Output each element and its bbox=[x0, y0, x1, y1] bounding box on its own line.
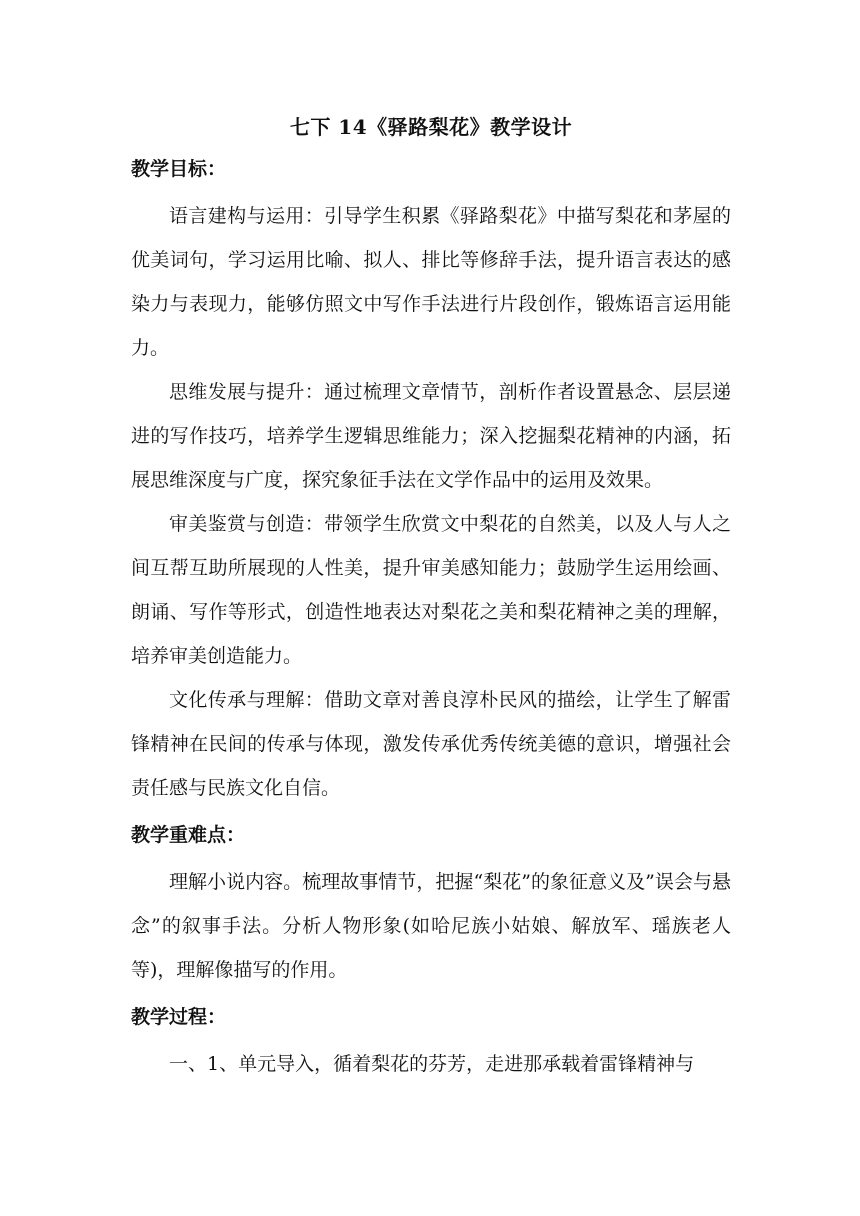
document-title: 七下 14《驿路梨花》教学设计 bbox=[289, 115, 573, 139]
goal-paragraph-thinking: 思维发展与提升：通过梳理文章情节，剖析作者设置悬念、层层递进的写作技巧，培养学生逻辑思维能力；深入挖掘梨花精神的内涵，拓展思维深度与广度，探究象征手法在文学作品中的运用及效果。 bbox=[131, 381, 731, 491]
section-heading-goals: 教学目标： bbox=[131, 158, 227, 180]
process-paragraph-intro: 一、1、单元导入，循着梨花的芬芳，走进那承载着雷锋精神与 bbox=[169, 1053, 695, 1075]
document-body bbox=[131, 110, 731, 1086]
key-points-paragraph: 理解小说内容。梳理故事情节，把握“梨花”的象征意义及”误会与悬念”的叙事手法。分析人物形象(如哈尼族小姑娘、解放军、瑶族老人等)，理解像描写的作用。 bbox=[131, 871, 731, 981]
section-heading-process: 教学过程： bbox=[131, 1006, 227, 1028]
goal-paragraph-aesthetics: 审美鉴赏与创造：带领学生欣赏文中梨花的自然美，以及人与人之间互帮互助所展现的人性美，提升审美感知能力；鼓励学生运用绘画、朗诵、写作等形式，创造性地表达对梨花之美和梨花精神之美的理解，培养审美创造能力。 bbox=[131, 513, 731, 667]
goal-paragraph-culture: 文化传承与理解：借助文章对善良淳朴民风的描绘，让学生了解雷锋精神在民间的传承与体现，激发传承优秀传统美德的意识，增强社会责任感与民族文化自信。 bbox=[131, 689, 731, 799]
section-heading-key-points: 教学重难点： bbox=[131, 824, 246, 846]
goal-paragraph-language: 语言建构与运用：引导学生积累《驿路梨花》中描写梨花和茅屋的优美词句，学习运用比喻、拟人、排比等修辞手法，提升语言表达的感染力与表现力，能够仿照文中写作手法进行片段创作，锻炼语言运用能力。 bbox=[131, 205, 731, 359]
